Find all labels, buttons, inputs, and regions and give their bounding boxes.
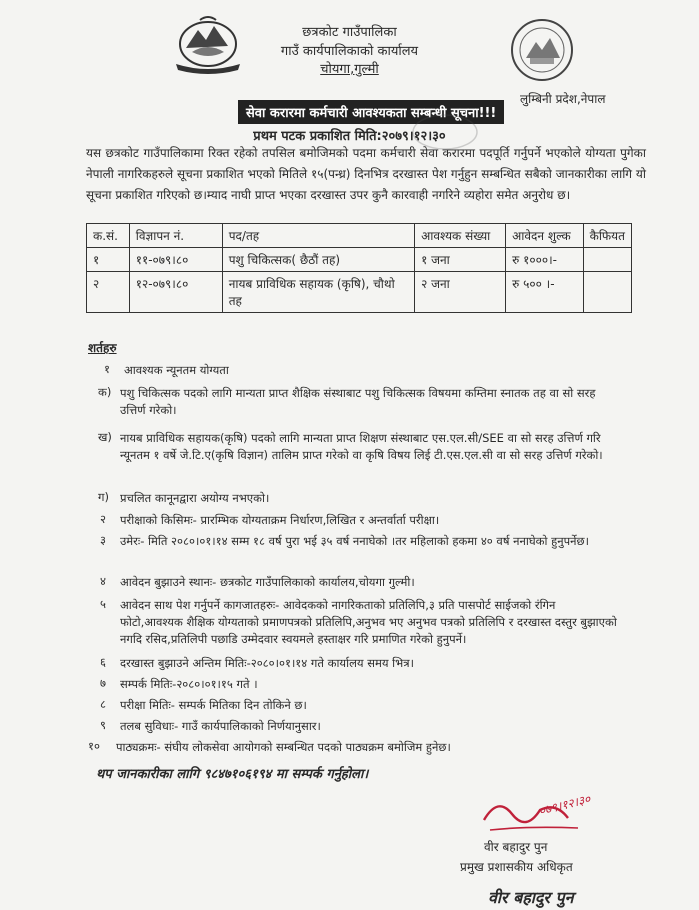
- contact-info: थप जानकारीका लागि ९८४७१०६१९४ मा सम्पर्क गर्नुहोला।: [96, 767, 369, 782]
- publication-date: प्रथम पटक प्रकाशित मिति:२०७९।१२।३०: [253, 129, 446, 144]
- cell-serial: २: [87, 272, 130, 313]
- col-ad-no: विज्ञापन नं.: [129, 224, 222, 248]
- col-post: पद/तह: [222, 224, 414, 248]
- cell-fee: रु १०००।-: [506, 248, 583, 272]
- condition-text: पशु चिकित्सक पदको लागि मान्यता प्राप्त शैक्षिक संस्थाबाट पशु चिकित्सक विषयमा कम्तिमा स्नातक तह वा सो सरह उत्तिर्ण गरेको।: [120, 386, 596, 417]
- condition-number: ग): [98, 490, 109, 504]
- condition-number: ३: [100, 533, 106, 547]
- condition-text: आवेदन बुझाउने स्थानः- छत्रकोट गाउँपालिकाको कार्यालय,चोयगा गुल्मी।: [120, 575, 415, 589]
- condition-text: दरखास्त बुझाउने अन्तिम मितिः-२०८०।०१।१४ गते कार्यालय समय भित्र।: [120, 656, 414, 670]
- cell-remarks: [583, 272, 631, 313]
- condition-text: परीक्षा मितिः- सम्पर्क मितिका दिन तोकिने छ।: [120, 698, 307, 712]
- province-name: लुम्बिनी प्रदेश,नेपाल: [520, 92, 606, 106]
- table-row: [87, 248, 632, 272]
- intro-paragraph: यस छत्रकोट गाउँपालिकामा रिक्त रहेको तपसिल बमोजिमको पदमा कर्मचारी सेवा करारमा पदपूर्ति गर्नुपर्ने भएकोले योग्यता पुगेका नेपाली नागरिकहरुले सूचना प्रकाशित भएको मितिले १५(पन्ध्र) दिनभित्र दरखास्त पेश गर्नुहुन सम्बन्धित सबैको जानकारीका लागि यो सूचना प्रकाशित गरिएको छ।म्याद नाघी प्राप्त भएका दरखास्त उपर कुनै कारवाही नगरिने व्यहोरा समेत अनुरोध छ।: [86, 146, 646, 202]
- condition-number: ८: [100, 697, 106, 711]
- municipality-name: छत्रकोट गाउँपालिका: [302, 25, 397, 40]
- municipality-seal-logo: [510, 18, 574, 82]
- signatory-designation: प्रमुख प्रशासकीय अधिकृत: [460, 860, 573, 874]
- office-name: गाउँ कार्यपालिकाको कार्यालय: [280, 44, 419, 59]
- cell-count: १ जना: [415, 248, 506, 272]
- name-stamp: वीर बहादुर पुन: [488, 888, 574, 907]
- cell-serial: १: [87, 248, 130, 272]
- cell-count: २ जना: [415, 272, 506, 313]
- conditions-heading: शर्तहरु: [88, 341, 117, 355]
- notice-title: सेवा करारमा कर्मचारी आवश्यकता सम्बन्धी सूचना!!!: [238, 100, 504, 124]
- condition-text: आवेदन साथ पेश गर्नुपर्ने कागजातहरुः- आवेदकको नागरिकताको प्रतिलिपि,३ प्रति पासपोर्ट साईजको रंगिन फोटो,आवश्यक शैक्षिक योग्यताको प्रमाणपत्रको प्रतिलिपि,अनुभव भए अनुभव पत्रको प्रतिलिपि र दरखास्त दस्तुर बुझाएको नगदि रसिद,प्रतिलिपी पछाडि उम्मेदवार स्वयमले हस्ताक्षर गरि प्रमाणित गरेको हुनुपर्ने।: [120, 598, 617, 646]
- condition-text: तलब सुविधाः- गाउँ कार्यपालिकाको निर्णयानुसार।: [120, 719, 321, 733]
- col-fee: आवेदन शुल्क: [506, 224, 583, 248]
- signatory-name: वीर बहादुर पुन: [484, 840, 548, 854]
- condition-number: ५: [100, 597, 106, 611]
- condition-number: क): [98, 385, 112, 399]
- cell-ad-no: १२-०७९।८०: [129, 272, 222, 313]
- cell-post: पशु चिकित्सक( छैठौं तह): [222, 248, 414, 272]
- office-location: चोयगा,गुल्मी: [320, 62, 379, 77]
- condition-number: १०: [88, 739, 100, 753]
- condition-text: आवश्यक न्यूनतम योग्यता: [124, 363, 229, 377]
- condition-number: ७: [100, 676, 106, 690]
- col-serial: क.सं.: [87, 224, 130, 248]
- cell-remarks: [583, 248, 631, 272]
- condition-text: नायब प्राविधिक सहायक(कृषि) पदको लागि मान्यता प्राप्त शिक्षण संस्थाबाट एस.एल.सी/SEE वा सो सरह उत्तिर्ण गरि न्यूनतम १ वर्षे जे.टि.ए(कृषि विज्ञान) तालिम प्राप्त गरेको वा कृषि विषय लिई टी.एस.एल.सी वा सो सरह उत्तिर्ण गरेको।: [120, 431, 603, 462]
- condition-text: उमेरः- मिति २०८०।०१।१४ सम्म १८ वर्ष पुरा भई ३५ वर्ष ननाघेको ।तर महिलाको हकमा ४० वर्ष ननाघेको हुनुपर्नेछ।: [120, 534, 589, 548]
- table-row: [87, 272, 632, 313]
- col-remarks: कैफियत: [583, 224, 631, 248]
- condition-number: ६: [100, 655, 106, 669]
- condition-text: सम्पर्क मितिः-२०८०।०१।१५ गते ।: [120, 677, 258, 691]
- condition-text: पाठ्यक्रमः- संघीय लोकसेवा आयोगको सम्बन्धित पदको पाठ्यक्रम बमोजिम हुनेछ।: [116, 740, 451, 754]
- condition-text: प्रचलित कानूनद्वारा अयोग्य नभएको।: [120, 491, 270, 505]
- vacancy-table: [86, 223, 632, 313]
- condition-number: ९: [100, 718, 106, 732]
- table-header-row: [87, 224, 632, 248]
- col-required-count: आवश्यक संख्या: [415, 224, 506, 248]
- condition-number: १: [104, 362, 110, 376]
- handwritten-signature: [478, 790, 618, 838]
- condition-number: २: [100, 512, 106, 526]
- condition-number: ख): [98, 430, 112, 444]
- condition-number: ४: [100, 574, 106, 588]
- cell-fee: रु ५०० ।-: [506, 272, 583, 313]
- cell-ad-no: ११-०७९।८०: [129, 248, 222, 272]
- cell-post: नायब प्राविधिक सहायक (कृषि), चौथो तह: [222, 272, 414, 313]
- condition-text: परीक्षाको किसिमः- प्रारम्भिक योग्यताक्रम निर्धारण,लिखित र अन्तर्वार्ता परीक्षा।: [120, 513, 440, 527]
- handwritten-date: ०७९।१२।३०: [537, 791, 592, 819]
